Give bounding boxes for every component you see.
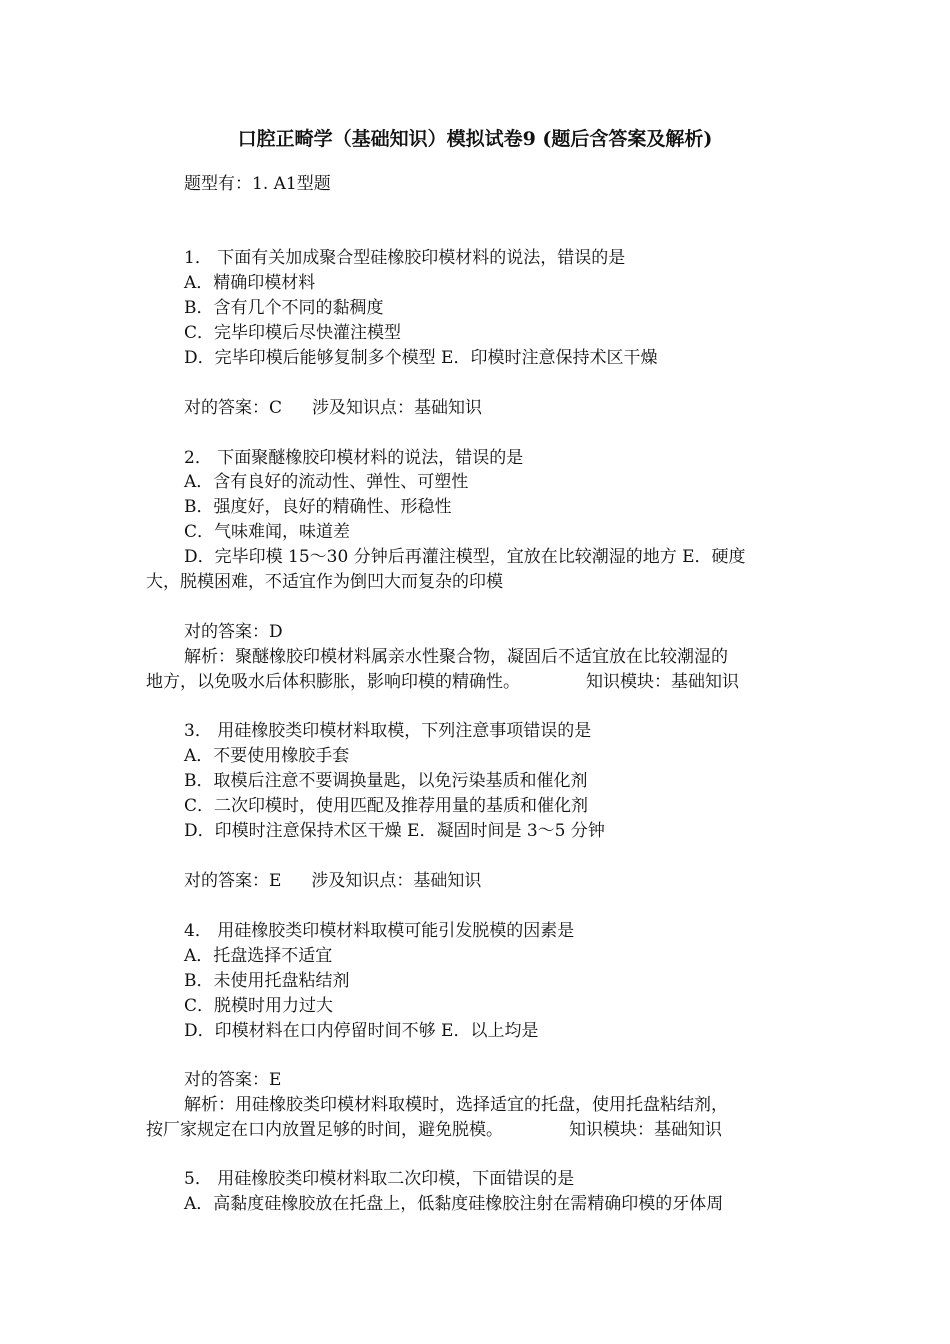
question-1-answer: 对的答案：C bbox=[184, 398, 283, 418]
question-4-answer: 对的答案：E bbox=[184, 1070, 282, 1090]
question-4-analysis-line2-row bbox=[146, 1118, 722, 1142]
question-1-answer-line bbox=[184, 396, 482, 420]
question-2-option-d-line2: 大，脱模困难，不适宜作为倒凹大而复杂的印模 bbox=[146, 572, 503, 592]
question-2-answer: 对的答案：D bbox=[184, 622, 283, 642]
question-4-option-c: C．脱模时用力过大 bbox=[184, 996, 334, 1016]
question-1-option-c: C．完毕印模后尽快灌注模型 bbox=[184, 323, 402, 343]
question-1-stem: 1． 下面有关加成聚合型硅橡胶印模材料的说法，错误的是 bbox=[184, 248, 626, 268]
question-4-knowledge: 知识模块：基础知识 bbox=[569, 1120, 722, 1140]
question-4-option-d: D．印模材料在口内停留时间不够 E．以上均是 bbox=[184, 1021, 539, 1041]
question-3-option-c: C．二次印模时，使用匹配及推荐用量的基质和催化剂 bbox=[184, 796, 589, 816]
question-2-option-a: A．含有良好的流动性、弹性、可塑性 bbox=[184, 472, 469, 492]
question-1-option-d: D．完毕印模后能够复制多个模型 E．印模时注意保持术区干燥 bbox=[184, 348, 658, 368]
question-2-analysis-line1: 解析：聚醚橡胶印模材料属亲水性聚合物，凝固后不适宜放在比较潮湿的 bbox=[184, 647, 728, 667]
question-type: 题型有：1. A1型题 bbox=[184, 174, 331, 194]
question-2-analysis-line2-row bbox=[146, 670, 739, 694]
question-4-option-b: B．未使用托盘粘结剂 bbox=[184, 971, 350, 991]
question-2-knowledge: 知识模块：基础知识 bbox=[586, 672, 739, 692]
question-3-option-a: A．不要使用橡胶手套 bbox=[184, 746, 350, 766]
question-3-option-d: D．印模时注意保持术区干燥 E．凝固时间是 3～5 分钟 bbox=[184, 821, 605, 841]
question-2-stem: 2． 下面聚醚橡胶印模材料的说法，错误的是 bbox=[184, 448, 524, 468]
question-1-option-a: A．精确印模材料 bbox=[184, 273, 316, 293]
question-2-option-c: C．气味难闻，味道差 bbox=[184, 522, 351, 542]
question-3-stem: 3． 用硅橡胶类印模材料取模，下列注意事项错误的是 bbox=[184, 721, 592, 741]
question-2-option-b: B．强度好，良好的精确性、形稳性 bbox=[184, 497, 452, 517]
question-4-analysis-line2: 按厂家规定在口内放置足够的时间，避免脱模。 bbox=[146, 1120, 503, 1140]
document-title: 口腔正畸学（基础知识）模拟试卷9 (题后含答案及解析) bbox=[237, 128, 713, 150]
question-1-knowledge: 涉及知识点：基础知识 bbox=[312, 398, 483, 418]
question-4-analysis-line1: 解析：用硅橡胶类印模材料取模时，选择适宜的托盘，使用托盘粘结剂， bbox=[184, 1095, 728, 1115]
question-2-analysis-line2: 地方，以免吸水后体积膨胀，影响印模的精确性。 bbox=[146, 672, 520, 692]
question-3-option-b: B．取模后注意不要调换量匙，以免污染基质和催化剂 bbox=[184, 771, 588, 791]
question-2-option-d-line1: D．完毕印模 15～30 分钟后再灌注模型，宜放在比较潮湿的地方 E．硬度 bbox=[184, 547, 746, 567]
question-5-stem: 5． 用硅橡胶类印模材料取二次印模，下面错误的是 bbox=[184, 1169, 575, 1189]
question-1-option-b: B．含有几个不同的黏稠度 bbox=[184, 298, 384, 318]
question-3-knowledge: 涉及知识点：基础知识 bbox=[311, 871, 482, 891]
question-5-option-a: A．高黏度硅橡胶放在托盘上，低黏度硅橡胶注射在需精确印模的牙体周 bbox=[184, 1194, 724, 1214]
question-3-answer-line bbox=[184, 869, 481, 893]
question-4-stem: 4． 用硅橡胶类印模材料取模可能引发脱模的因素是 bbox=[184, 921, 575, 941]
question-4-option-a: A．托盘选择不适宜 bbox=[184, 946, 333, 966]
question-3-answer: 对的答案：E bbox=[184, 871, 282, 891]
